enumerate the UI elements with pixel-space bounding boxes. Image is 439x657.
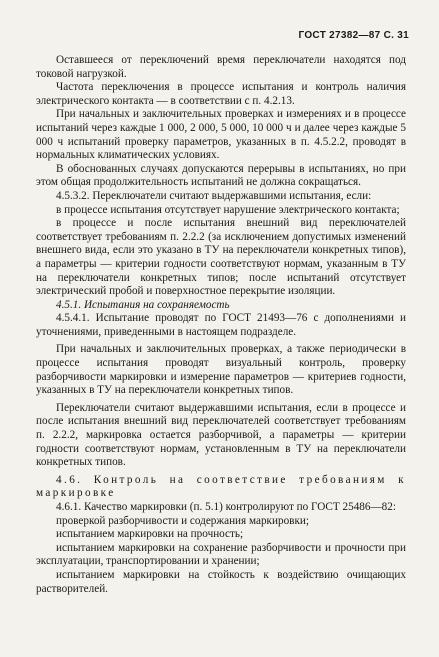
section-heading-4-6: 4.6. Контроль на соответствие требованиям к маркировке	[36, 473, 406, 500]
document-body	[36, 54, 406, 596]
paragraph: в процессе и после испытания внешний вид переключателей соответствует требованиям п. 2.2.2 (за исключением допустимых изменений внешнего вида, если это указано в ТУ на переключатели конкретных типов), а параметры — критерии годности соответствуют нормам, указанным в ТУ на переключатели конкретных типов; после испытаний отсутствует электрический пробой и поверхностное перекрытие изоляции.	[36, 217, 406, 298]
list-item: испытанием маркировки на стойкость к воздействию очищающих растворителей.	[36, 568, 406, 595]
paragraph: При начальных и заключительных проверках и измерениях и в процессе испытаний через каждые 1 000, 2 000, 5 000, 10 000 ч и далее через каждые 5 000 ч испытаний проверку параметров, указанных в п. 4.5.2.2, проводят в нормальных климатических условиях.	[36, 108, 406, 162]
list-item: испытанием маркировки на прочность;	[56, 528, 244, 541]
page-header: ГОСТ 27382—87 С. 31	[298, 30, 409, 41]
paragraph: В обоснованных случаях допускаются перерывы в испытаниях, но при этом общая продолжительность испытаний не должна сокращаться.	[36, 162, 406, 189]
section-heading-4-5-1: 4.5.1. Испытания на сохраняемость	[56, 298, 230, 311]
paragraph: Переключатели считают выдержавшими испытания, если в процессе и после испытания внешний вид переключателей соответствует требованиям п. 2.2.2, маркировка остается разборчивой, а параметры — критерии годности соответствуют нормам, установленным в ТУ на переключатели конкретных типов.	[36, 401, 406, 469]
paragraph: в процессе испытания отсутствует нарушение электрического контакта;	[56, 203, 400, 216]
list-item: испытанием маркировки на сохранение разборчивости и прочности при эксплуатации, транспортировании и хранении;	[36, 541, 406, 568]
paragraph: Оставшееся от переключений время переключатели находятся под токовой нагрузкой.	[36, 54, 406, 80]
clause-4-6-1: 4.6.1. Качество маркировки (п. 5.1) контролируют по ГОСТ 25486—82:	[56, 501, 396, 513]
clause-4-5-3-2: 4.5.3.2. Переключатели считают выдержавшими испытания, если:	[56, 189, 372, 202]
list-item: проверкой разборчивости и содержания маркировки;	[56, 514, 309, 527]
clause-4-5-4-1: 4.5.4.1. Испытание проводят по ГОСТ 21493—76 с дополнениями и уточнениями, приведенными в настоящем подразделе.	[36, 312, 406, 338]
paragraph: Частота переключения в процессе испытания и контроль наличия электрического контакта — в соответствии с п. 4.2.13.	[36, 81, 406, 107]
paragraph: При начальных и заключительных проверках, а также периодически в процессе испытания проводят визуальный контроль, проверку разборчивости маркировки и измерение параметров — критериев годности, указанных в ТУ на переключатели конкретных типов.	[36, 343, 406, 397]
